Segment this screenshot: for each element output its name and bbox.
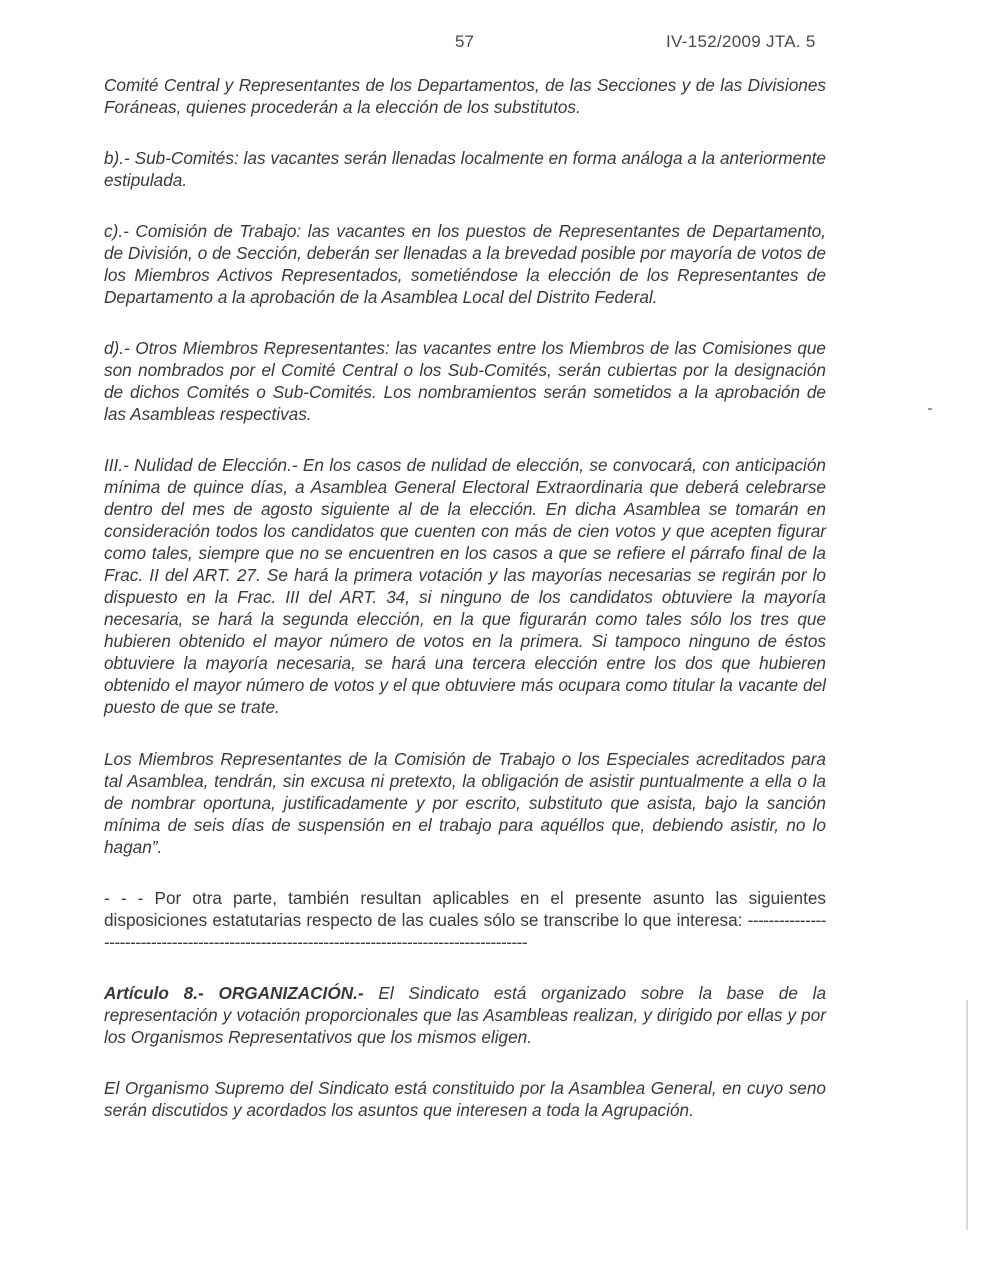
scan-edge-mark — [966, 1000, 968, 1230]
page-number: 57 — [455, 32, 474, 51]
paragraph-articulo-8 — [104, 982, 826, 1048]
paragraph-miembros-representantes: Los Miembros Representantes de la Comisión de Trabajo o los Especiales acreditados para tal Asamblea, tendrán, sin excusa ni pretexto, la obligación de asistir puntualmente a ella o la de nombrar oportuna, justificadamente y por escrito, substituto que asista, bajo la sanción mínima de seis días de suspensión en el trabajo para aquéllos que, debiendo asistir, no lo hagan”. — [104, 749, 826, 857]
article-8-text: El Sindicato está organizado sobre la base de la representación y votación proporcionales que las Asambleas realizan, y dirigido por ellas y por los Organismos Representativos que los mismos eligen. — [104, 983, 827, 1047]
article-8-heading: Artículo 8.- ORGANIZACIÓN.- — [104, 983, 364, 1003]
case-reference: IV-152/2009 JTA. 5 — [666, 32, 816, 51]
dash-fill-line: ------------------------------------------------------------------------------------------------ — [104, 910, 826, 952]
disposiciones-text: - - - Por otra parte, también resultan aplicables en el presente asunto las siguientes disposiciones estatutarias respecto de las cuales sólo se transcribe lo que interesa: — [104, 888, 826, 930]
page-header — [0, 32, 990, 56]
paragraph-comision-trabajo: c).- Comisión de Trabajo: las vacantes en los puestos de Representantes de Departamento, de División, o de Sección, deberán ser llenadas a la brevedad posible por mayoría de votos de los Miembros Activos Representados, sometiéndose la elección de los Representantes de Departamento a la aprobación de la Asamblea Local del Distrito Federal. — [104, 221, 826, 307]
paragraph-sub-comites: b).- Sub-Comités: las vacantes serán llenadas localmente en forma análoga a la anteriormente estipulada. — [104, 148, 826, 190]
scan-speck — [928, 408, 932, 410]
paragraph-organismo-supremo: El Organismo Supremo del Sindicato está constituido por la Asamblea General, en cuyo seno serán discutidos y acordados los asuntos que interesen a toda la Agrupación. — [104, 1078, 826, 1120]
paragraph-disposiciones — [104, 887, 826, 953]
paragraph-otros-miembros: d).- Otros Miembros Representantes: las vacantes entre los Miembros de las Comisiones que son nombrados por el Comité Central o los Sub-Comités, serán cubiertas por la designación de dichos Comités o Sub-Comités. Los nombramientos serán sometidos a la aprobación de las Asambleas respectivas. — [104, 338, 826, 424]
paragraph-nulidad-eleccion: III.- Nulidad de Elección.- En los casos de nulidad de elección, se convocará, con anticipación mínima de quince días, a Asamblea General Electoral Extraordinaria que deberá celebrarse dentro del mes de agosto siguiente al de la elección. En dicha Asamblea se tomarán en consideración todos los candidatos que cuenten con más de cien votos y que acepten figurar como tales, siempre que no se encuentren en los casos a que se refiere el párrafo final de la Frac. II del ART. 27. Se hará la primera votación y las mayorías necesarias se regirán por lo dispuesto en la Frac. III del ART. 34, si ninguno de los candidatos obtuviere la mayoría necesaria, se hará la segunda elección, en la que figurarán como tales sólo los tres que hubieren obtenido el mayor número de votos en la primera. Si tampoco ninguno de éstos obtuviere la mayoría necesaria, se hará una tercera elección entre los dos que hubieren obtenido el mayor número de votos y el que obtuviere más ocupara como titular la vacante del puesto de que se trate. — [104, 455, 826, 717]
document-body — [104, 74, 826, 1121]
paragraph-continuation: Comité Central y Representantes de los Departamentos, de las Secciones y de las Divisiones Foráneas, quienes procederán a la elección de los substitutos. — [104, 75, 826, 117]
